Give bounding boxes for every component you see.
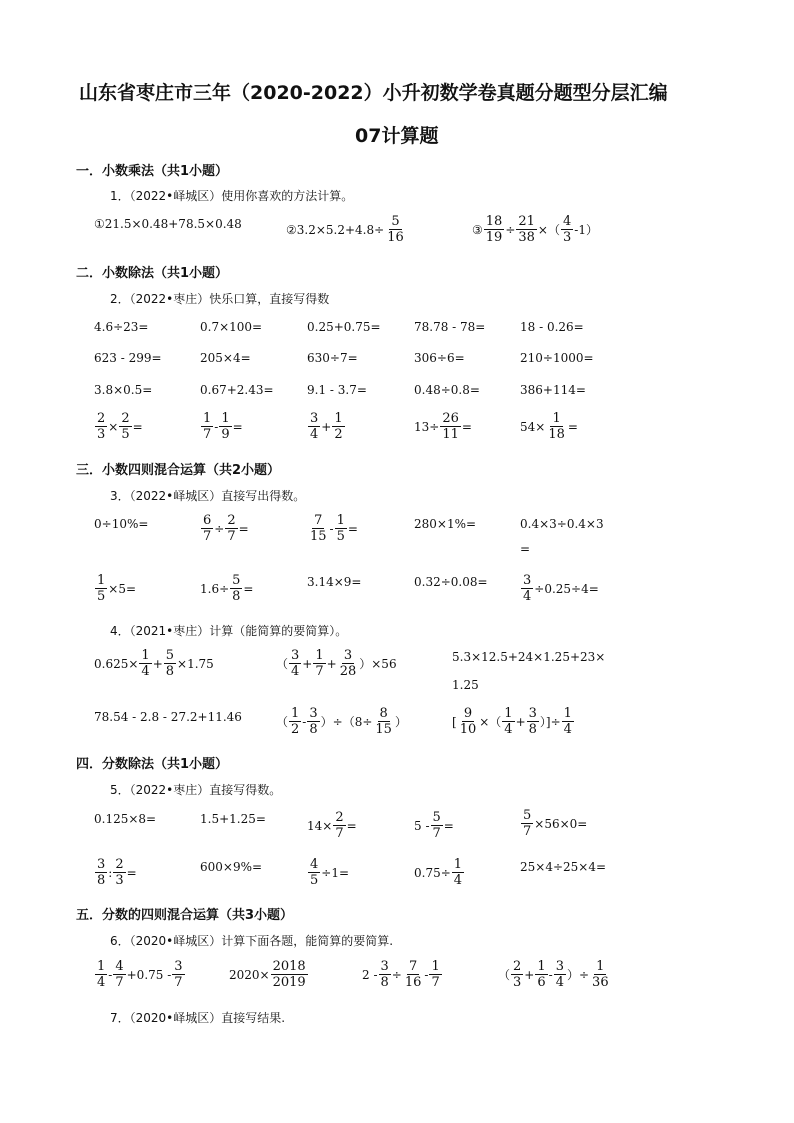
- page-subtitle: 07计算题: [355, 125, 439, 147]
- q5-r2-c1: 3 8 : $\frac{2}{3}$ =: [97, 857, 137, 888]
- q1-expr-a: ①21.5×0.48+78.5×0.48: [94, 217, 242, 231]
- fraction: $\frac{4}{5}$: [310, 857, 319, 888]
- q5-r1-c4: 5 - $\frac{5}{7}$ =: [414, 810, 454, 841]
- fraction: $\frac{18}{19}$: [485, 214, 503, 245]
- q2-r1-c5: 18 - 0.26=: [520, 320, 584, 334]
- fraction: 2 3: [513, 959, 522, 990]
- fraction: $\frac{26}{11}$: [442, 411, 459, 442]
- fraction: 4 3: [562, 214, 572, 245]
- fraction: $\frac{2}{7}$: [335, 810, 344, 841]
- q2-r2-c5: 210÷1000=: [520, 351, 594, 365]
- fraction: 1 4: [504, 706, 513, 737]
- q3-r1-c3: 7 15 - $\frac{1}{5}$ =: [310, 513, 358, 544]
- q2-r3-c4: 0.48÷0.8=: [414, 383, 480, 397]
- fraction: $\frac{1}{2}$: [334, 411, 343, 442]
- fraction: $\frac{1}{18}$: [548, 411, 565, 442]
- question-5: 5．（2022•枣庄）直接写得数。: [110, 783, 282, 797]
- page-title: 山东省枣庄市三年（2020-2022）小升初数学卷真题分题型分层汇编: [79, 82, 668, 104]
- question-1: 1．（2022•峄城区）使用你喜欢的方法计算。: [110, 189, 354, 203]
- fraction: $\frac{5}{8}$: [232, 573, 241, 604]
- q2-r2-c1: 623 - 299=: [94, 351, 162, 365]
- q4-r2-c1: 78.54 - 2.8 - 27.2+11.46: [94, 710, 242, 724]
- fraction: $\frac{2}{3}$: [115, 857, 124, 888]
- q5-r2-c3: $\frac{4}{5}$ ÷1=: [310, 857, 350, 888]
- q2-r4-c4: 13÷ $\frac{26}{11}$ =: [414, 411, 472, 442]
- fraction: $\frac{5}{7}$: [523, 808, 532, 839]
- q2-r3-c2: 0.67+2.43=: [200, 383, 274, 397]
- q3-r2-c5: $\frac{3}{4}$ ÷0.25÷4=: [523, 573, 599, 604]
- fraction: 1 7: [203, 411, 212, 442]
- q2-r1-c3: 0.25+0.75=: [307, 320, 381, 334]
- section-heading-1: 一．小数乘法（共1小题）: [76, 164, 229, 179]
- q2-r4-c5: 54× $\frac{1}{18}$ =: [520, 411, 578, 442]
- section-heading-5: 五．分数的四则混合运算（共3小题）: [76, 908, 294, 923]
- fraction: $\frac{3}{8}$: [528, 706, 537, 737]
- q5-r2-c2: 600×9%=: [200, 860, 263, 874]
- fraction: $\frac{1}{36}$: [592, 959, 609, 990]
- q5-r1-c5: $\frac{5}{7}$ ×56×0=: [523, 808, 588, 839]
- q4-r1-c3b: 1.25: [452, 678, 479, 692]
- q3-r1-c2: $\frac{6}{7}$ ÷ $\frac{2}{7}$ =: [203, 513, 249, 544]
- fraction: 3 8: [309, 706, 318, 737]
- question-3: 3．（2022•峄城区）直接写出得数。: [110, 489, 306, 503]
- fraction: $\frac{1}{6}$: [537, 959, 546, 990]
- q3-r2-c2: 1.6÷ $\frac{5}{8}$ =: [200, 573, 254, 604]
- q2-r3-c3: 9.1 - 3.7=: [307, 383, 367, 397]
- q2-r3-c5: 386+114=: [520, 383, 586, 397]
- fraction: $\frac{9}{10}$: [459, 706, 477, 737]
- fraction: $\frac{8}{15}$: [375, 706, 392, 737]
- fraction: 1 2: [291, 706, 300, 737]
- fraction: 3 4: [555, 959, 564, 990]
- q2-r1-c2: 0.7×100=: [200, 320, 263, 334]
- section-heading-2: 二．小数除法（共1小题）: [76, 266, 229, 281]
- q6-expr-1: 1 4 - 4 7 +0.75 - 3 7: [97, 959, 183, 990]
- q3-r2-c3: 3.14×9=: [307, 575, 362, 589]
- q2-r3-c1: 3.8×0.5=: [94, 383, 153, 397]
- q2-r4-c1: $\frac{2}{3}$ × $\frac{2}{5}$ =: [97, 411, 143, 442]
- q2-r1-c1: 4.6÷23=: [94, 320, 149, 334]
- fraction: $\frac{1}{5}$: [97, 573, 106, 604]
- q4-r1-c1: 0.625× $\frac{1}{4}$ + $\frac{5}{8}$ ×1.75: [94, 648, 214, 679]
- fraction: $\frac{1}{7}$: [315, 648, 324, 679]
- fraction: $\frac{1}{9}$: [221, 411, 230, 442]
- q5-r1-c1: 0.125×8=: [94, 812, 157, 826]
- q2-r2-c3: 630÷7=: [307, 351, 358, 365]
- question-2: 2．（2022•枣庄）快乐口算，直接写得数: [110, 292, 330, 306]
- fraction: $\frac{2}{5}$: [121, 411, 130, 442]
- q2-r2-c4: 306÷6=: [414, 351, 465, 365]
- section-heading-3: 三．小数四则混合运算（共2小题）: [76, 463, 281, 478]
- fraction: $\frac{3}{8}$: [380, 959, 389, 990]
- fraction: 1 4: [97, 959, 106, 990]
- q3-r1-c1: 0÷10%=: [94, 517, 149, 531]
- fraction: 3 8: [97, 857, 106, 888]
- fraction: $\frac{1}{4}$: [453, 857, 463, 888]
- q6-expr-3: 2 - $\frac{3}{8}$ ÷ $\frac{7}{16}$ - 1 7: [362, 959, 440, 990]
- fraction: $\frac{5}{7}$: [432, 810, 441, 841]
- q3-r1-c5a: 0.4×3÷0.4×3: [520, 517, 604, 531]
- question-4: 4．（2021•枣庄）计算（能简算的要简算）。: [110, 624, 348, 638]
- fraction: 4 7: [115, 959, 124, 990]
- q3-r2-c4: 0.32÷0.08=: [414, 575, 488, 589]
- section-heading-4: 四．分数除法（共1小题）: [76, 757, 229, 772]
- fraction: $\frac{3}{4}$: [523, 573, 532, 604]
- q6-expr-4: （ 2 3 + $\frac{1}{6}$ - 3 4 ）÷ $\frac{1}{36}$: [498, 959, 609, 990]
- q4-r1-c3a: 5.3×12.5+24×1.25+23×: [452, 650, 606, 664]
- question-7: 7．（2020•峄城区）直接写结果.: [110, 1011, 286, 1025]
- fraction: $\frac{7}{16}$: [404, 959, 422, 990]
- fraction: $\frac{1}{5}$: [336, 513, 345, 544]
- fraction: $\frac{1}{4}$: [141, 648, 150, 679]
- q5-r2-c5: 25×4÷25×4=: [520, 860, 607, 874]
- fraction: $\frac{1}{4}$: [563, 706, 572, 737]
- q3-r2-c1: $\frac{1}{5}$ ×5=: [97, 573, 137, 604]
- fraction: $\frac{2}{3}$: [97, 411, 106, 442]
- question-6: 6．（2020•峄城区）计算下面各题，能简算的要简算.: [110, 934, 394, 948]
- fraction: $\frac{2018}{2019}$: [272, 959, 306, 990]
- fraction: $\frac{3}{28}$: [339, 648, 357, 679]
- q5-r1-c3: 14× $\frac{2}{7}$ =: [307, 810, 357, 841]
- q4-r1-c2: （ 3 4 + $\frac{1}{7}$ + $\frac{3}{28}$ ）×56: [276, 648, 397, 679]
- q2-r4-c3: 3 4 + $\frac{1}{2}$: [310, 411, 343, 442]
- q1-expr-b: ②3.2×5.2+4.8÷ $\frac{5}{16}$: [286, 214, 404, 245]
- q1-expr-c: ③ $\frac{18}{19}$ ÷ $\frac{21}{38}$ ×（ 4 3 -1）: [472, 214, 598, 245]
- fraction: 3 4: [291, 648, 300, 679]
- fraction: 7 15: [310, 513, 327, 544]
- q2-r1-c4: 78.78 - 78=: [414, 320, 486, 334]
- fraction: $\frac{5}{16}$: [387, 214, 404, 245]
- q6-expr-2: 2020× $\frac{2018}{2019}$: [229, 959, 306, 990]
- q3-r1-c4: 280×1%=: [414, 517, 477, 531]
- q4-r2-c2: （ 1 2 - 3 8 ）÷（8÷ $\frac{8}{15}$ ）: [276, 706, 407, 737]
- fraction: 3 7: [174, 959, 183, 990]
- q2-r2-c2: 205×4=: [200, 351, 251, 365]
- q5-r2-c4: 0.75÷ $\frac{1}{4}$: [414, 857, 463, 888]
- fraction: $\frac{2}{7}$: [227, 513, 236, 544]
- q2-r4-c2: 1 7 - $\frac{1}{9}$ =: [203, 411, 243, 442]
- q4-r2-c3: [ $\frac{9}{10}$ ×（ 1 4 + $\frac{3}{8}$ ）]÷ $\frac{1}{4}$: [452, 706, 572, 737]
- q5-r1-c2: 1.5+1.25=: [200, 812, 266, 826]
- fraction: 1 7: [431, 959, 440, 990]
- q3-r1-c5b: =: [520, 542, 531, 556]
- fraction: $\frac{21}{38}$: [518, 214, 535, 245]
- fraction: 3 4: [310, 411, 319, 442]
- fraction: $\frac{6}{7}$: [203, 513, 212, 544]
- fraction: $\frac{5}{8}$: [165, 648, 175, 679]
